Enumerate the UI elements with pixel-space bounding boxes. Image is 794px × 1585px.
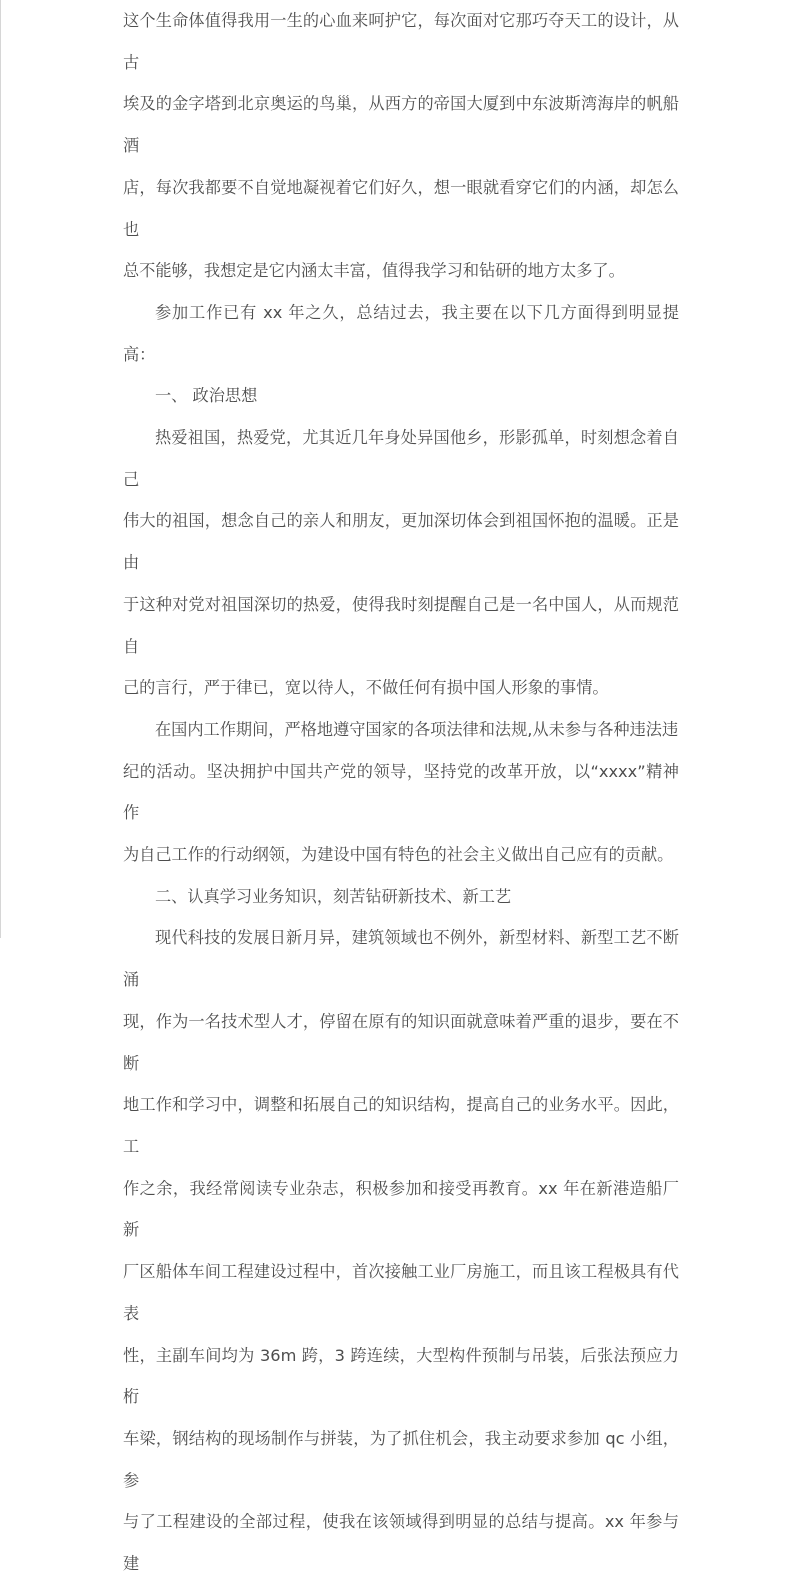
paragraph-technology-learning: 现代科技的发展日新月异，建筑领域也不例外，新型材料、新型工艺不断涌 现，作为一名技术型人才，停留在原有的知识面就意味着严重的退步，要在不断 地工作和学习中，调整和拓展自己的知识结构，提高自己的业务水平。因此，工 作之余，我经常阅读专业杂志，积极参加和接受再教育。xx 年在新港造船厂新 厂区船体车间工程建设过程中，首次接触工业厂房施工，而且该工程极具有代表 性，主副车间均为 36m 跨，3 跨连续，大型构件预制与吊装，后张法预应力桁 车梁，钢结构的现场制作与拼装，为了抓住机会，我主动要求参加 qc 小组，参 与了工程建设的全部过程，使我在该领域得到明显的总结与提高。xx 年参与建 [123,928,679,1574]
document-page [123,0,679,1585]
section-heading-business-knowledge: 二、认真学习业务知识，刻苦钻研新技术、新工艺 [155,886,512,906]
section-heading-political-thought: 一、 政治思想 [155,386,258,406]
paragraph-patriotism: 热爱祖国，热爱党，尤其近几年身处异国他乡，形影孤单，时刻想念着自己 伟大的祖国，想念自己的亲人和朋友，更加深切体会到祖国怀抱的温暖。正是由 于这种对党对祖国深切的热爱，使得我时刻提醒自己是一名中国人，从而规范自 己的言行，严于律已，宽以待人，不做任何有损中国人形象的事情。 [123,428,679,698]
paragraph-buildings: 这个生命体值得我用一生的心血来呵护它，每次面对它那巧夺天工的设计，从古 埃及的金字塔到北京奥运的鸟巢，从西方的帝国大厦到中东波斯湾海岸的帆船酒 店，每次我都要不自觉地凝视着它们好久，想一眼就看穿它们的内涵，却怎么也 总不能够，我想定是它内涵太丰富，值得我学习和钻研的地方太多了。 [123,11,679,281]
paragraph-law-abiding: 在国内工作期间，严格地遵守国家的各项法律和法规,从未参与各种违法违 纪的活动。坚决拥护中国共产党的领导，坚持党的改革开放，以“xxxx”精神作 为自己工作的行动纲领，为建设中国有特色的社会主义做出自己应有的贡献。 [123,719,679,865]
page-left-edge [0,0,1,938]
paragraph-work-summary-intro: 参加工作已有 xx 年之久，总结过去，我主要在以下几方面得到明显提高： [123,302,679,364]
